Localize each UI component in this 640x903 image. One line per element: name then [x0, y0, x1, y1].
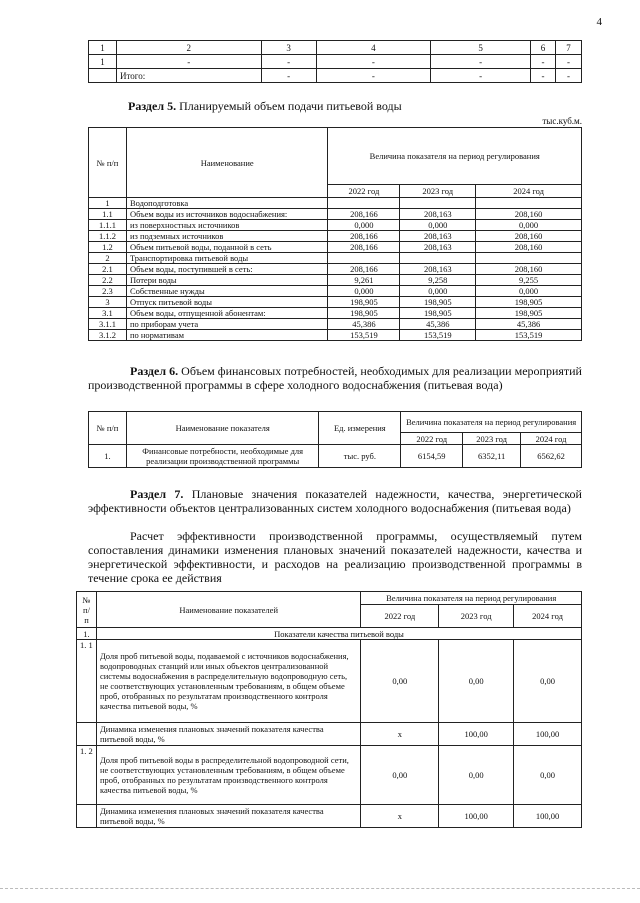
table-row [89, 55, 582, 69]
cell: - [316, 55, 431, 69]
table-row [77, 723, 582, 746]
section7-title [88, 487, 582, 515]
cell: 0,000 [328, 220, 400, 231]
year-header: 2023 год [400, 185, 476, 198]
cell: 198,905 [476, 297, 582, 308]
cell: 1.1 [89, 209, 127, 220]
cell: 1 [89, 198, 127, 209]
col-value-header: Величина показателя на период регулирования [328, 128, 582, 185]
section6-title [88, 364, 582, 392]
col-name-header: Наименование [126, 128, 328, 198]
cell: 208,166 [328, 242, 400, 253]
cell: 0,00 [439, 640, 514, 723]
section5-title-bold: Раздел 5. [128, 99, 177, 113]
section7-table [76, 591, 582, 828]
cell: 7 [555, 41, 581, 55]
cell: 2 [89, 253, 127, 264]
table-row [77, 628, 582, 640]
cell: 9,255 [476, 275, 582, 286]
year-header: 2024 год [476, 185, 582, 198]
cell [476, 253, 582, 264]
table-header-row [89, 128, 582, 185]
cell: 1. [89, 445, 127, 468]
cell: 0,000 [400, 220, 476, 231]
cell: из подземных источников [126, 231, 328, 242]
year-header: 2023 год [463, 433, 521, 445]
cell: 45,386 [476, 319, 582, 330]
cell: 1. [77, 628, 97, 640]
cell: 153,519 [400, 330, 476, 341]
cell: 100,00 [514, 805, 582, 828]
year-header: 2023 год [439, 605, 514, 628]
cell: 3.1 [89, 308, 127, 319]
cell: 198,905 [400, 308, 476, 319]
cell: 6 [531, 41, 556, 55]
table-row [89, 297, 582, 308]
cell: тыс. руб. [319, 445, 401, 468]
cell [77, 723, 97, 746]
cell: 100,00 [439, 805, 514, 828]
cell [400, 253, 476, 264]
table-row [89, 220, 582, 231]
cell [77, 805, 97, 828]
page-number: 4 [596, 16, 602, 28]
table-row [77, 640, 582, 723]
cell: - [555, 69, 581, 83]
cell: 153,519 [328, 330, 400, 341]
cell: 198,905 [328, 297, 400, 308]
year-header: 2024 год [514, 605, 582, 628]
cell: Доля проб питьевой воды в распределительной водопроводной сети, не соответствующих установленным требованиям, в общем объеме проб, отобранных по результатам производственного контроля качества питьевой воды, % [96, 746, 360, 805]
top-table [88, 40, 582, 83]
table-row [77, 805, 582, 828]
cell: 5 [431, 41, 531, 55]
cell [328, 198, 400, 209]
cell: 0,00 [514, 746, 582, 805]
cell: 1. 1 [77, 640, 97, 723]
cell: - [261, 69, 316, 83]
table-row [77, 746, 582, 805]
cell: 208,160 [476, 231, 582, 242]
group-header: Показатели качества питьевой воды [96, 628, 581, 640]
cell: Потери воды [126, 275, 328, 286]
section6-title-bold: Раздел 6. [130, 364, 179, 378]
cell: 3 [89, 297, 127, 308]
cell [89, 69, 117, 83]
table-row [89, 198, 582, 209]
year-header: 2022 год [328, 185, 400, 198]
cell: 9,258 [400, 275, 476, 286]
cell: - [316, 69, 431, 83]
cell: 208,163 [400, 242, 476, 253]
cell: - [431, 69, 531, 83]
cell: 100,00 [514, 723, 582, 746]
cell: х [361, 805, 439, 828]
section7-title-bold: Раздел 7. [130, 487, 184, 501]
section7-paragraph: Расчет эффективности производственной программы, осуществляемый путем сопоставления динамики изменения плановых значений показателей надежности, качества и энергетической эффективности, и расходов на реализацию производственной программы в течение срока ее действия [88, 529, 582, 585]
section5-title [128, 99, 402, 113]
table-row [89, 253, 582, 264]
table-row [89, 231, 582, 242]
cell: - [555, 55, 581, 69]
cell: Транспортировка питьевой воды [126, 253, 328, 264]
cell: Объем воды из источников водоснабжения: [126, 209, 328, 220]
table-row [89, 286, 582, 297]
cell: 6154,59 [401, 445, 463, 468]
cell: Водоподготовка [126, 198, 328, 209]
table-row [89, 308, 582, 319]
cell: 3.1.2 [89, 330, 127, 341]
cell: 100,00 [439, 723, 514, 746]
cell [400, 198, 476, 209]
col-no-header: № п/п [89, 412, 127, 445]
table-row [89, 319, 582, 330]
cell: 208,160 [476, 264, 582, 275]
cell: 9,261 [328, 275, 400, 286]
cell: 6352,11 [463, 445, 521, 468]
cell: 208,163 [400, 231, 476, 242]
cell: 1 [89, 41, 117, 55]
cell: х [361, 723, 439, 746]
cell: 45,386 [328, 319, 400, 330]
cell: Динамика изменения плановых значений показателя качества питьевой воды, % [96, 805, 360, 828]
cell: 153,519 [476, 330, 582, 341]
cell: - [531, 55, 556, 69]
cell: - [116, 55, 261, 69]
cell: 4 [316, 41, 431, 55]
cell: 2.2 [89, 275, 127, 286]
cell: 0,000 [476, 286, 582, 297]
col-value-header: Величина показателя на период регулирования [401, 412, 582, 433]
table-row [89, 69, 582, 83]
cell: 0,000 [400, 286, 476, 297]
table-row [89, 242, 582, 253]
cell: Динамика изменения плановых значений показателя качества питьевой воды, % [96, 723, 360, 746]
cell: 3 [261, 41, 316, 55]
cell: по приборам учета [126, 319, 328, 330]
col-value-header: Величина показателя на период регулирования [361, 592, 582, 605]
cell: 208,163 [400, 264, 476, 275]
cell: 0,00 [439, 746, 514, 805]
table-row [89, 264, 582, 275]
cell: Финансовые потребности, необходимые для реализации производственной программы [126, 445, 319, 468]
table-header-row [89, 412, 582, 433]
section6-title-text: Объем финансовых потребностей, необходимых для реализации мероприятий производственной программы в сфере холодного водоснабжения (питьевая вода) [88, 364, 582, 392]
section7-title-text: Плановые значения показателей надежности, качества, энергетической эффективности объектов централизованных систем холодного водоснабжения (питьевая вода) [88, 487, 582, 515]
table-row [89, 275, 582, 286]
cell: - [261, 55, 316, 69]
col-unit-header: Ед. измерения [319, 412, 401, 445]
col-name-header: Наименование показателей [96, 592, 360, 628]
cell: Доля проб питьевой воды, подаваемой с источников водоснабжения, водопроводных станций или иных объектов централизованной системы водоснабжения в распределительную водопроводную сеть, не соответствующих установленным требованиям, в общем объеме проб, отобранных по результатам производственного контроля качества питьевой воды, % [96, 640, 360, 723]
cell: - [431, 55, 531, 69]
cell: Объем воды, поступившей в сеть: [126, 264, 328, 275]
cell: Отпуск питьевой воды [126, 297, 328, 308]
col-no-header: № п/п [89, 128, 127, 198]
cell: 198,905 [328, 308, 400, 319]
page-bottom-divider [0, 888, 640, 889]
year-header: 2024 год [521, 433, 582, 445]
table-row [89, 445, 582, 468]
cell: 208,160 [476, 242, 582, 253]
cell: 0,000 [328, 286, 400, 297]
cell: по нормативам [126, 330, 328, 341]
cell: Объем воды, отпущенной абонентам: [126, 308, 328, 319]
table-header-row [77, 592, 582, 605]
cell: 198,905 [400, 297, 476, 308]
section5-table [88, 127, 582, 341]
cell: 2 [116, 41, 261, 55]
cell: 1.2 [89, 242, 127, 253]
section5-title-text: Планируемый объем подачи питьевой воды [176, 99, 402, 113]
cell: 1. 2 [77, 746, 97, 805]
table-row [89, 41, 582, 55]
cell: - [531, 69, 556, 83]
cell: 3.1.1 [89, 319, 127, 330]
cell: 1.1.2 [89, 231, 127, 242]
cell: 6562,62 [521, 445, 582, 468]
cell: 0,00 [361, 746, 439, 805]
cell: 0,000 [476, 220, 582, 231]
cell: 208,166 [328, 264, 400, 275]
section5-unit: тыс.куб.м. [542, 116, 582, 126]
cell: 0,00 [514, 640, 582, 723]
cell: Собственные нужды [126, 286, 328, 297]
cell: 208,166 [328, 231, 400, 242]
cell: 208,160 [476, 209, 582, 220]
section6-table [88, 411, 582, 468]
cell: 2.1 [89, 264, 127, 275]
table-row [89, 209, 582, 220]
cell [476, 198, 582, 209]
year-header: 2022 год [401, 433, 463, 445]
cell: 1.1.1 [89, 220, 127, 231]
table-row [89, 330, 582, 341]
cell: 45,386 [400, 319, 476, 330]
cell: 208,166 [328, 209, 400, 220]
col-no-header: № п/ п [77, 592, 97, 628]
year-header: 2022 год [361, 605, 439, 628]
cell: 2.3 [89, 286, 127, 297]
cell: 208,163 [400, 209, 476, 220]
cell: 1 [89, 55, 117, 69]
cell: из поверхностных источников [126, 220, 328, 231]
cell [328, 253, 400, 264]
cell: Объем питьевой воды, поданной в сеть [126, 242, 328, 253]
total-label: Итого: [116, 69, 261, 83]
cell: 198,905 [476, 308, 582, 319]
cell: 0,00 [361, 640, 439, 723]
col-name-header: Наименование показателя [126, 412, 319, 445]
